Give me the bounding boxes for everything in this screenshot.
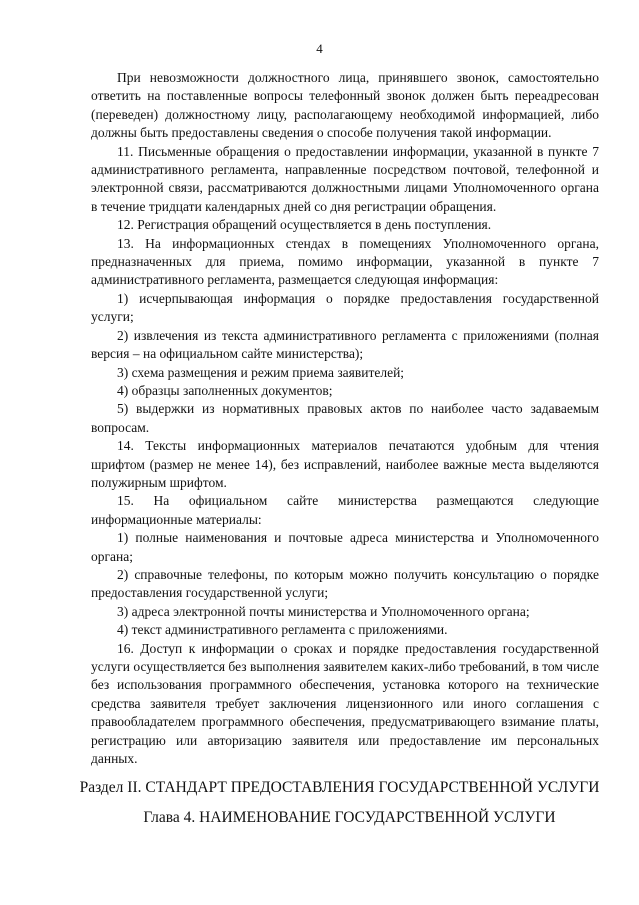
- paragraph-12: 12. Регистрация обращений осуществляется в день поступления.: [117, 217, 492, 233]
- paragraph-13: 13. На информационных стендах в помещениях Уполномоченного органа, предназначенных для приема, помимо информации, указанной в пункте 7 административного регламента, размещается следующая информация:: [91, 235, 599, 288]
- paragraph-14: 14. Тексты информационных материалов печатаются удобным для чтения шрифтом (размер не менее 14), без исправлений, наиболее важные места выделяются полужирным шрифтом.: [91, 438, 599, 490]
- paragraph-16: 16. Доступ к информации о сроках и порядке предоставления государственной услуги осуществляется без выполнения заявителем каких-либо требований, в том числе без использования программного обеспечения, установка которого на технические средства заявителя требует заключения лицензионного или иного соглашения с правообладателем программного обеспечения, предусматривающего взимание платы, регистрацию или авторизацию заявителя или предоставление им персональных данных.: [91, 640, 599, 767]
- list-item-15-2: 2) справочные телефоны, по которым можно получить консультацию о порядке предоставления государственной услуги;: [91, 566, 599, 601]
- paragraph-call-redirect: При невозможности должностного лица, принявшего звонок, самостоятельно ответить на поставленные вопросы телефонный звонок должен быть переадресован (переведен) должностному лицу, располагающему необходимой информацией, либо должны быть предоставлены сведения о способе получения такой информации.: [91, 70, 599, 141]
- list-item-15-4: 4) текст административного регламента с приложениями.: [117, 622, 448, 638]
- list-item-15-1: 1) полные наименования и почтовые адреса министерства и Уполномоченного органа;: [91, 530, 599, 564]
- list-item-13-3: 3) схема размещения и режим приема заявителей;: [117, 364, 405, 380]
- page-number: 4: [316, 41, 323, 56]
- body-text: [91, 69, 599, 768]
- section-heading: Раздел II. СТАНДАРТ ПРЕДОСТАВЛЕНИЯ ГОСУДАРСТВЕННОЙ УСЛУГИ: [79, 779, 600, 796]
- list-item-13-5: 5) выдержки из нормативных правовых актов по наиболее часто задаваемым вопросам.: [91, 401, 599, 435]
- list-item-13-4: 4) образцы заполненных документов;: [117, 382, 333, 398]
- paragraph-15: 15. На официальном сайте министерства размещаются следующие информационные материалы:: [91, 493, 599, 527]
- list-item-15-3: 3) адреса электронной почты министерства и Уполномоченного органа;: [117, 603, 530, 619]
- list-item-13-1: 1) исчерпывающая информация о порядке предоставления государственной услуги;: [91, 290, 599, 325]
- paragraph-11: 11. Письменные обращения о предоставлении информации, указанной в пункте 7 административного регламента, направленные посредством почтовой, телефонной и электронной связи, рассматриваются должностными лицами Уполномоченного органа в течение тридцати календарных дней со дня регистрации обращения.: [91, 143, 599, 214]
- list-item-13-2: 2) извлечения из текста административного регламента с приложениями (полная версия – на официальном сайте министерства);: [91, 327, 599, 362]
- chapter-heading: Глава 4. НАИМЕНОВАНИЕ ГОСУДАРСТВЕННОЙ УСЛУГИ: [143, 809, 556, 826]
